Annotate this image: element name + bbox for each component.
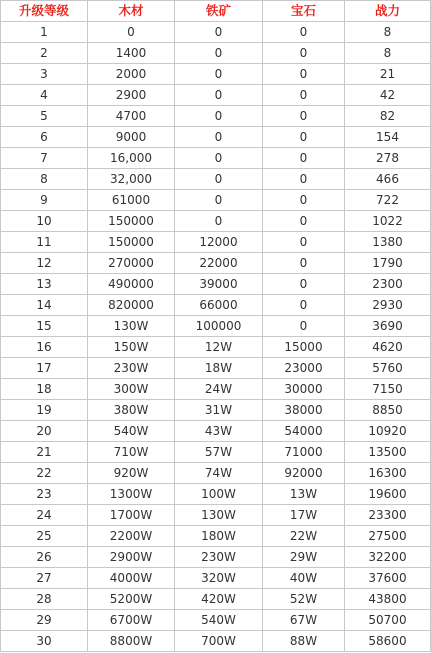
table-row (1, 106, 431, 127)
cell-level: 10 (1, 211, 88, 232)
cell-level: 14 (1, 295, 88, 316)
cell-wood: 16,000 (88, 148, 175, 169)
cell-power: 21 (345, 64, 431, 85)
cell-level: 26 (1, 547, 88, 568)
table-row (1, 148, 431, 169)
cell-iron: 57W (175, 442, 263, 463)
cell-power: 2300 (345, 274, 431, 295)
cell-power: 1380 (345, 232, 431, 253)
cell-power: 1790 (345, 253, 431, 274)
cell-gem: 0 (263, 211, 345, 232)
cell-gem: 0 (263, 106, 345, 127)
cell-wood: 6700W (88, 610, 175, 631)
table-row (1, 316, 431, 337)
cell-iron: 0 (175, 43, 263, 64)
cell-iron: 420W (175, 589, 263, 610)
cell-power: 16300 (345, 463, 431, 484)
cell-level: 11 (1, 232, 88, 253)
cell-power: 42 (345, 85, 431, 106)
table-row (1, 484, 431, 505)
cell-wood: 150000 (88, 232, 175, 253)
cell-wood: 230W (88, 358, 175, 379)
table-row (1, 253, 431, 274)
cell-iron: 0 (175, 148, 263, 169)
cell-wood: 9000 (88, 127, 175, 148)
cell-iron: 39000 (175, 274, 263, 295)
cell-iron: 18W (175, 358, 263, 379)
table-row (1, 463, 431, 484)
cell-iron: 0 (175, 127, 263, 148)
cell-wood: 1700W (88, 505, 175, 526)
cell-wood: 2000 (88, 64, 175, 85)
table-row (1, 211, 431, 232)
cell-power: 10920 (345, 421, 431, 442)
table-row (1, 421, 431, 442)
header-power: 战力 (345, 1, 431, 22)
cell-wood: 380W (88, 400, 175, 421)
cell-power: 58600 (345, 631, 431, 652)
cell-gem: 0 (263, 295, 345, 316)
cell-power: 154 (345, 127, 431, 148)
cell-iron: 540W (175, 610, 263, 631)
table-row (1, 526, 431, 547)
cell-level: 4 (1, 85, 88, 106)
cell-iron: 230W (175, 547, 263, 568)
cell-iron: 0 (175, 22, 263, 43)
cell-wood: 490000 (88, 274, 175, 295)
table-row (1, 295, 431, 316)
cell-iron: 0 (175, 190, 263, 211)
cell-gem: 0 (263, 127, 345, 148)
cell-gem: 71000 (263, 442, 345, 463)
cell-gem: 0 (263, 43, 345, 64)
cell-iron: 12000 (175, 232, 263, 253)
cell-wood: 270000 (88, 253, 175, 274)
cell-power: 2930 (345, 295, 431, 316)
cell-iron: 0 (175, 85, 263, 106)
cell-power: 50700 (345, 610, 431, 631)
cell-wood: 1300W (88, 484, 175, 505)
cell-level: 12 (1, 253, 88, 274)
cell-power: 8 (345, 43, 431, 64)
table-row (1, 274, 431, 295)
cell-level: 28 (1, 589, 88, 610)
cell-iron: 700W (175, 631, 263, 652)
cell-wood: 150W (88, 337, 175, 358)
table-row (1, 127, 431, 148)
cell-power: 4620 (345, 337, 431, 358)
cell-level: 27 (1, 568, 88, 589)
cell-iron: 0 (175, 211, 263, 232)
table-row (1, 610, 431, 631)
cell-power: 82 (345, 106, 431, 127)
cell-gem: 52W (263, 589, 345, 610)
cell-gem: 23000 (263, 358, 345, 379)
cell-level: 29 (1, 610, 88, 631)
table-row (1, 169, 431, 190)
table-row (1, 547, 431, 568)
table-row (1, 64, 431, 85)
cell-gem: 40W (263, 568, 345, 589)
cell-wood: 8800W (88, 631, 175, 652)
table-row (1, 568, 431, 589)
cell-power: 3690 (345, 316, 431, 337)
cell-gem: 0 (263, 274, 345, 295)
cell-gem: 0 (263, 64, 345, 85)
table-header-row (1, 1, 431, 22)
table-row (1, 232, 431, 253)
header-gem: 宝石 (263, 1, 345, 22)
cell-iron: 0 (175, 169, 263, 190)
cell-power: 7150 (345, 379, 431, 400)
cell-power: 8850 (345, 400, 431, 421)
cell-level: 22 (1, 463, 88, 484)
cell-gem: 67W (263, 610, 345, 631)
cell-gem: 92000 (263, 463, 345, 484)
cell-gem: 0 (263, 316, 345, 337)
table-row (1, 85, 431, 106)
cell-wood: 540W (88, 421, 175, 442)
cell-level: 16 (1, 337, 88, 358)
header-iron: 铁矿 (175, 1, 263, 22)
cell-level: 23 (1, 484, 88, 505)
cell-iron: 66000 (175, 295, 263, 316)
cell-iron: 320W (175, 568, 263, 589)
cell-power: 27500 (345, 526, 431, 547)
cell-gem: 0 (263, 253, 345, 274)
cell-iron: 130W (175, 505, 263, 526)
cell-wood: 2200W (88, 526, 175, 547)
table-body (1, 22, 431, 652)
cell-level: 25 (1, 526, 88, 547)
cell-power: 32200 (345, 547, 431, 568)
cell-wood: 61000 (88, 190, 175, 211)
cell-power: 8 (345, 22, 431, 43)
cell-wood: 4000W (88, 568, 175, 589)
cell-iron: 12W (175, 337, 263, 358)
cell-wood: 4700 (88, 106, 175, 127)
cell-iron: 0 (175, 106, 263, 127)
table-row (1, 22, 431, 43)
table-row (1, 631, 431, 652)
cell-iron: 100000 (175, 316, 263, 337)
cell-level: 21 (1, 442, 88, 463)
cell-level: 2 (1, 43, 88, 64)
cell-wood: 150000 (88, 211, 175, 232)
cell-level: 7 (1, 148, 88, 169)
cell-level: 9 (1, 190, 88, 211)
cell-level: 19 (1, 400, 88, 421)
cell-gem: 0 (263, 232, 345, 253)
cell-iron: 0 (175, 64, 263, 85)
table-row (1, 43, 431, 64)
cell-power: 1022 (345, 211, 431, 232)
cell-level: 5 (1, 106, 88, 127)
cell-iron: 31W (175, 400, 263, 421)
cell-level: 20 (1, 421, 88, 442)
table-row (1, 337, 431, 358)
cell-power: 466 (345, 169, 431, 190)
cell-power: 19600 (345, 484, 431, 505)
cell-level: 17 (1, 358, 88, 379)
cell-iron: 180W (175, 526, 263, 547)
cell-gem: 17W (263, 505, 345, 526)
cell-level: 8 (1, 169, 88, 190)
cell-power: 5760 (345, 358, 431, 379)
cell-level: 30 (1, 631, 88, 652)
cell-gem: 54000 (263, 421, 345, 442)
cell-iron: 22000 (175, 253, 263, 274)
cell-level: 13 (1, 274, 88, 295)
cell-power: 23300 (345, 505, 431, 526)
table-row (1, 379, 431, 400)
table-row (1, 358, 431, 379)
cell-gem: 0 (263, 190, 345, 211)
cell-power: 722 (345, 190, 431, 211)
cell-gem: 0 (263, 169, 345, 190)
header-level: 升级等级 (1, 1, 88, 22)
table-row (1, 190, 431, 211)
cell-power: 37600 (345, 568, 431, 589)
header-wood: 木材 (88, 1, 175, 22)
table-row (1, 400, 431, 421)
cell-wood: 2900 (88, 85, 175, 106)
cell-power: 278 (345, 148, 431, 169)
cell-gem: 15000 (263, 337, 345, 358)
cell-wood: 920W (88, 463, 175, 484)
cell-wood: 820000 (88, 295, 175, 316)
table-row (1, 442, 431, 463)
cell-wood: 0 (88, 22, 175, 43)
cell-power: 43800 (345, 589, 431, 610)
cell-gem: 88W (263, 631, 345, 652)
cell-wood: 5200W (88, 589, 175, 610)
cell-gem: 30000 (263, 379, 345, 400)
table-row (1, 589, 431, 610)
cell-gem: 29W (263, 547, 345, 568)
cell-level: 6 (1, 127, 88, 148)
cell-gem: 0 (263, 148, 345, 169)
cell-level: 1 (1, 22, 88, 43)
cell-iron: 24W (175, 379, 263, 400)
cell-level: 18 (1, 379, 88, 400)
cell-wood: 1400 (88, 43, 175, 64)
cell-level: 3 (1, 64, 88, 85)
cell-iron: 74W (175, 463, 263, 484)
cell-gem: 13W (263, 484, 345, 505)
cell-level: 15 (1, 316, 88, 337)
cell-wood: 130W (88, 316, 175, 337)
cell-gem: 0 (263, 22, 345, 43)
cell-wood: 710W (88, 442, 175, 463)
cell-wood: 32,000 (88, 169, 175, 190)
cell-iron: 100W (175, 484, 263, 505)
cell-power: 13500 (345, 442, 431, 463)
table-row (1, 505, 431, 526)
cell-wood: 300W (88, 379, 175, 400)
cell-gem: 22W (263, 526, 345, 547)
cell-gem: 0 (263, 85, 345, 106)
cell-level: 24 (1, 505, 88, 526)
cell-gem: 38000 (263, 400, 345, 421)
cell-wood: 2900W (88, 547, 175, 568)
cell-iron: 43W (175, 421, 263, 442)
